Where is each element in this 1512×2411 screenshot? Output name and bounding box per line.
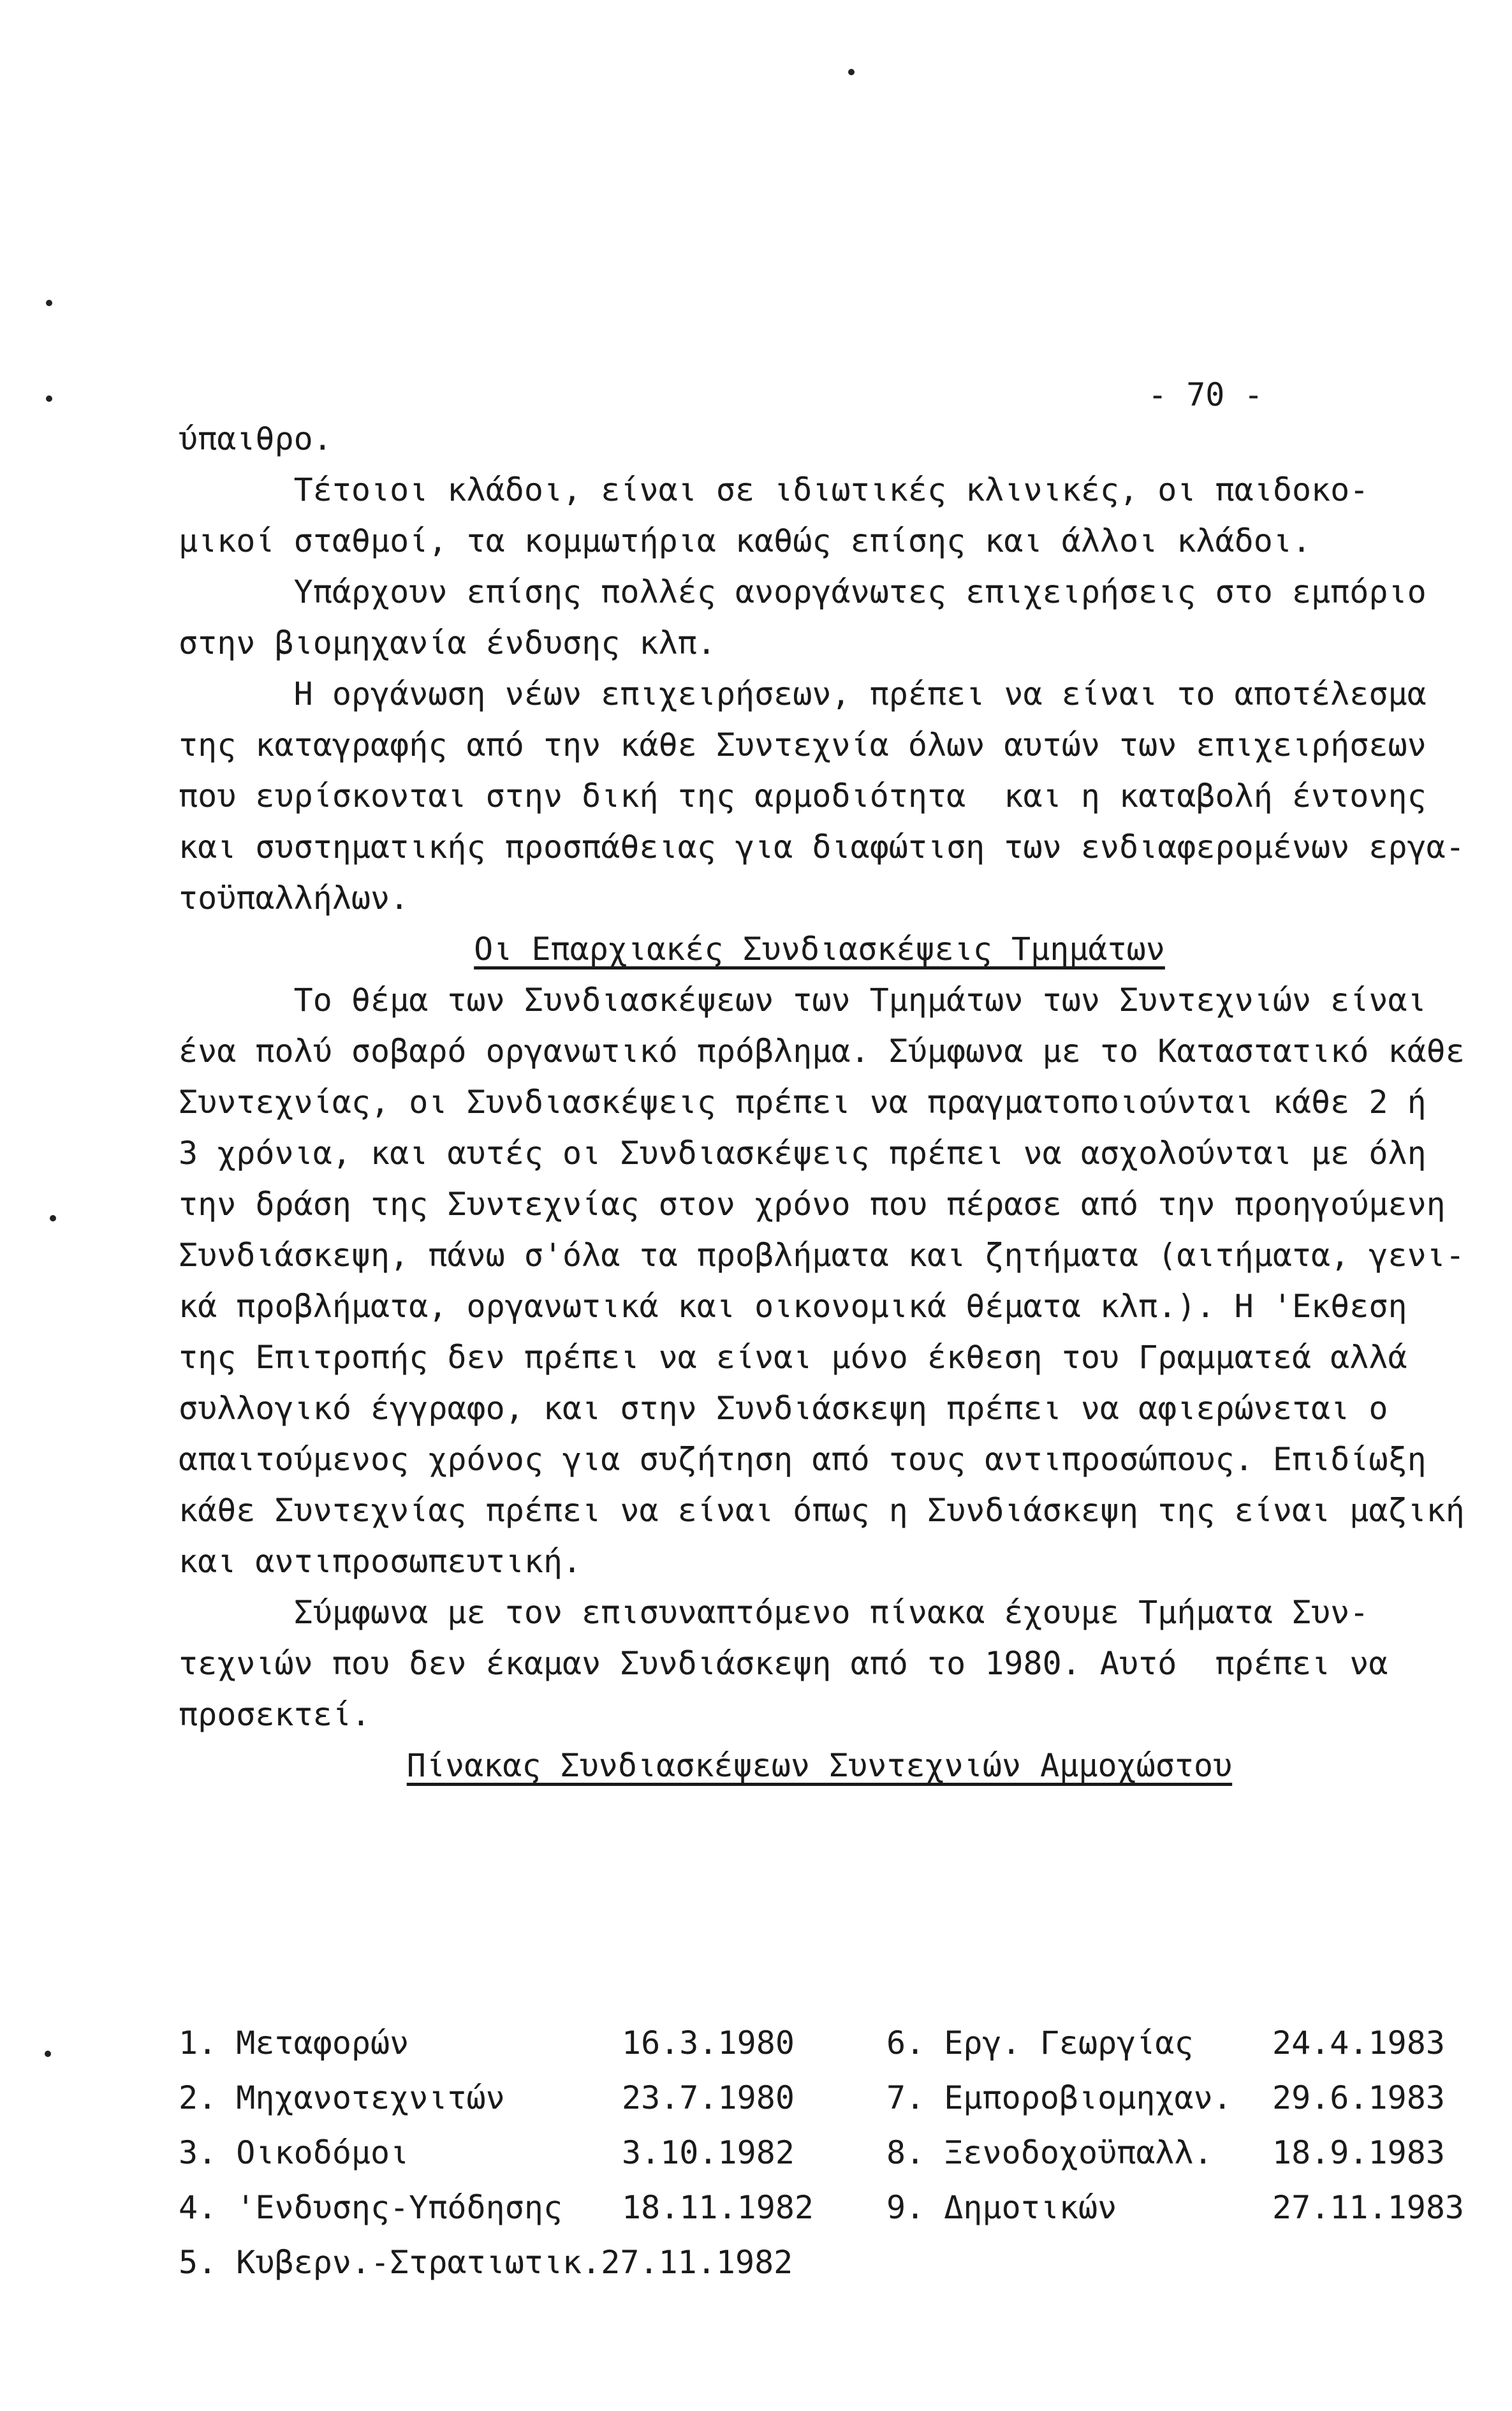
text-line: κά προβλήματα, οργανωτικά και οικονομικά θέματα κλπ.). Η 'Εκθεση [179, 1288, 1407, 1325]
table-cell-date: 29.6.1983 [1272, 2079, 1445, 2116]
text-line: Συντεχνίας, οι Συνδιασκέψεις πρέπει να πραγματοποιούνται κάθε 2 ή [179, 1084, 1427, 1121]
scan-speck [46, 395, 52, 402]
table-row [179, 2235, 1473, 2290]
table-heading-text: Πίνακας Συνδιασκέψεων Συντεχνιών Αμμοχώστου [406, 1747, 1233, 1784]
table-cell-name: 1. Μεταφορών [179, 2024, 409, 2061]
scan-speck [848, 69, 855, 75]
text-line: κάθε Συντεχνίας πρέπει να είναι όπως η Συνδιάσκεψη της είναι μαζική [179, 1492, 1465, 1529]
text-line: συλλογικό έγγραφο, και στην Συνδιάσκεψη πρέπει να αφιερώνεται ο [179, 1390, 1388, 1427]
table-cell-name: 7. Εμποροβιομηχαν. [886, 2079, 1232, 2116]
scan-speck [50, 1215, 56, 1221]
text-line: 3 χρόνια, και αυτές οι Συνδιασκέψεις πρέπει να ασχολούνται με όλη [179, 1135, 1427, 1172]
text-line: ένα πολύ σοβαρό οργανωτικό πρόβλημα. Σύμφωνα με το Καταστατικό κάθε [179, 1033, 1465, 1070]
text-line: ύπαιθρο. [179, 420, 332, 457]
table-heading [179, 1740, 1460, 1791]
text-line: προσεκτεί. [179, 1696, 371, 1733]
table-cell-date: 18.11.1982 [622, 2189, 814, 2226]
table-cell-date: 16.3.1980 [622, 2024, 795, 2061]
text-line: μικοί σταθμοί, τα κομμωτήρια καθώς επίσης και άλλοι κλάδοι. [179, 522, 1312, 559]
table-row [179, 2070, 1473, 2125]
table-row [179, 2180, 1473, 2235]
page-number: - 70 - [1148, 376, 1263, 413]
text-line: απαιτούμενος χρόνος για συζήτηση από τους αντιπροσώπους. Επιδίωξη [179, 1441, 1427, 1478]
conference-table [179, 2016, 1473, 2290]
text-line: της καταγραφής από την κάθε Συντεχνία όλων αυτών των επιχειρήσεων [179, 726, 1427, 763]
table-cell-name: 8. Ξενοδοχοϋπαλλ. [886, 2134, 1213, 2171]
body-text [179, 413, 1465, 1791]
text-line: τεχνιών που δεν έκαμαν Συνδιάσκεψη από το 1980. Αυτό πρέπει να [179, 1645, 1388, 1682]
table-cell-name: 2. Μηχανοτεχνιτών [179, 2079, 505, 2116]
text-line: Η οργάνωση νέων επιχειρήσεων, πρέπει να είναι το αποτέλεσμα [179, 675, 1427, 712]
text-line: στην βιομηχανία ένδυσης κλπ. [179, 624, 716, 661]
text-line: που ευρίσκονται στην δική της αρμοδιότητα και η καταβολή έντονης [179, 778, 1427, 815]
table-cell-name: 4. 'Ενδυσης-Υπόδησης [179, 2189, 563, 2226]
section-heading [179, 924, 1460, 975]
table-cell-date: 3.10.1982 [622, 2134, 795, 2171]
text-line: Συνδιάσκεψη, πάνω σ'όλα τα προβλήματα και ζητήματα (αιτήματα, γενι- [179, 1237, 1465, 1274]
text-line: την δράση της Συντεχνίας στον χρόνο που πέρασε από την προηγούμενη [179, 1186, 1446, 1223]
text-line: Το θέμα των Συνδιασκέψεων των Τμημάτων των Συντεχνιών είναι [179, 982, 1427, 1019]
text-line: Τέτοιοι κλάδοι, είναι σε ιδιωτικές κλινικές, οι παιδοκο- [179, 471, 1369, 508]
table-cell-date: 27.11.1983 [1272, 2189, 1465, 2226]
text-line: της Επιτροπής δεν πρέπει να είναι μόνο έκθεση του Γραμματεά αλλά [179, 1339, 1407, 1376]
table-cell-name: 5. Κυβερν.-Στρατιωτικ.27.11.1982 [179, 2244, 793, 2281]
text-line: και αντιπροσωπευτική. [179, 1543, 582, 1580]
table-cell-date: 18.9.1983 [1272, 2134, 1445, 2171]
scan-speck [46, 300, 52, 306]
table-cell-name: 9. Δημοτικών [886, 2189, 1117, 2226]
table-cell-name: 3. Οικοδόμοι [179, 2134, 409, 2171]
table-cell-name: 6. Εργ. Γεωργίας [886, 2024, 1194, 2061]
table-row [179, 2125, 1473, 2180]
table-cell-date: 23.7.1980 [622, 2079, 795, 2116]
table-cell-date: 24.4.1983 [1272, 2024, 1445, 2061]
table-row [179, 2016, 1473, 2070]
scan-speck [45, 2051, 51, 2057]
text-line: Υπάρχουν επίσης πολλές ανοργάνωτες επιχειρήσεις στο εμπόριο [179, 573, 1427, 610]
text-line: Σύμφωνα με τον επισυναπτόμενο πίνακα έχουμε Τμήματα Συν- [179, 1594, 1369, 1631]
text-line: και συστηματικής προσπάθειας για διαφώτιση των ενδιαφερομένων εργα- [179, 829, 1465, 866]
text-line: τοϋπαλλήλων. [179, 880, 409, 917]
section-heading-text: Οι Επαρχιακές Συνδιασκέψεις Τμημάτων [474, 931, 1165, 968]
